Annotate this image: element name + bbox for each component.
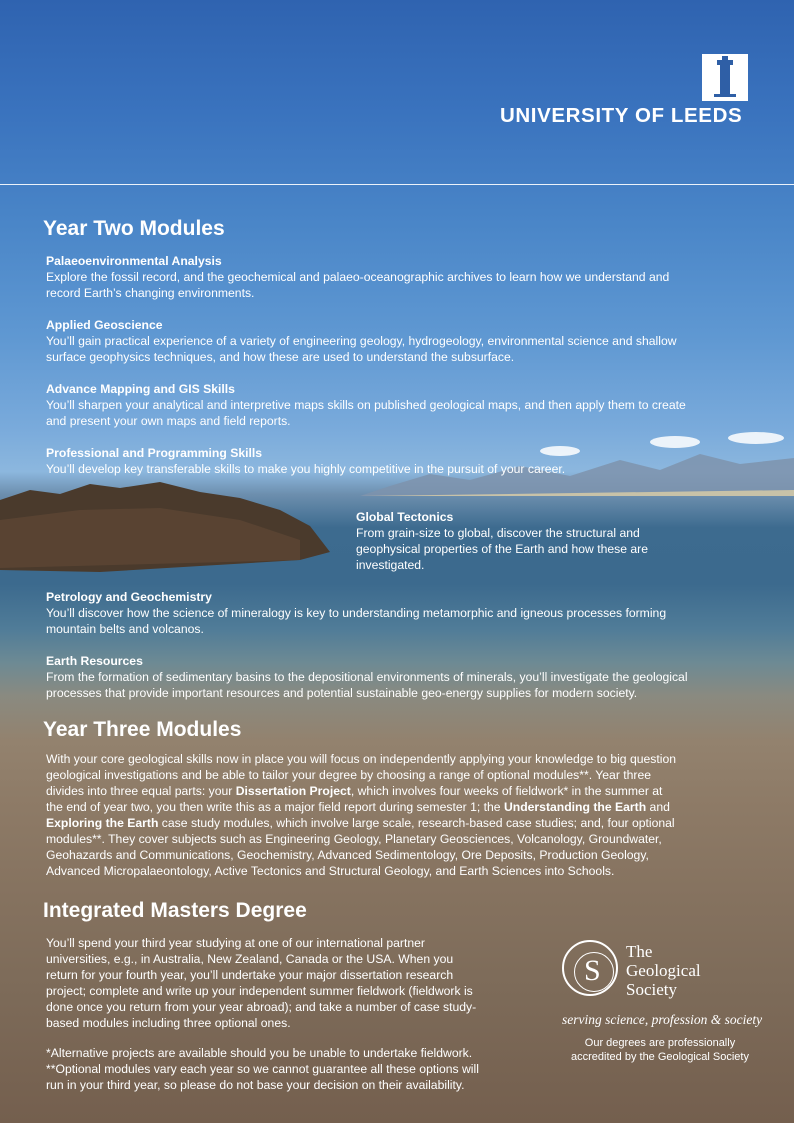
module-earth-resources	[46, 653, 756, 701]
module-desc-line: surface geophysics techniques, and how these are used to understand the subsurface.	[46, 350, 515, 364]
module-title: Earth Resources	[46, 654, 143, 668]
text-run: , which involves four weeks of fieldwork* in the summer at	[350, 784, 663, 798]
module-advance-mapping-gis	[46, 381, 756, 429]
dissertation-project-emphasis: Dissertation Project	[235, 784, 351, 798]
text-run: divides into three equal parts: your	[46, 784, 236, 798]
year-two-heading: Year Two Modules	[43, 217, 225, 240]
text-run: case study modules, which involve large scale, research-based case studies; and, four optional	[158, 816, 675, 830]
module-title: Professional and Programming Skills	[46, 446, 263, 460]
module-title: Palaeoenvironmental Analysis	[46, 254, 222, 268]
cloud-shape	[728, 432, 784, 444]
masters-heading: Integrated Masters Degree	[43, 899, 307, 922]
geological-society-name	[626, 942, 701, 999]
module-desc-line: record Earth’s changing environments.	[46, 286, 255, 300]
geological-society-tagline: serving science, profession & society	[562, 1012, 763, 1027]
paragraph-line: done once you return from your year abroad); and take a number of case study-	[46, 1000, 477, 1014]
footnote-line: run in your third year, so please do not base your decision on their availability.	[46, 1078, 465, 1092]
module-desc-line: You’ll discover how the science of mineralogy is key to understanding metamorphic and igneous processes forming	[46, 606, 667, 620]
paragraph-line: With your core geological skills now in place you will focus on independently applying your knowledge to big question	[46, 752, 677, 766]
rock-outcrop-graphic	[0, 480, 330, 575]
paragraph-line	[46, 799, 766, 815]
society-name-line: Society	[626, 980, 677, 999]
module-professional-programming	[46, 445, 756, 477]
footnote-line: *Alternative projects are available should you be unable to undertake fieldwork.	[46, 1046, 473, 1060]
module-desc-line: processes that provide important resources and potential sustainable geo-energy supplies for modern society.	[46, 686, 638, 700]
footnote-line: **Optional modules vary each year so we cannot guarantee all these options will	[46, 1062, 479, 1076]
paragraph-line: modules**. They cover subjects such as Engineering Geology, Planetary Geosciences, Volcanology, Groundwater,	[46, 832, 662, 846]
module-petrology-geochemistry	[46, 589, 756, 637]
university-logo-text: UNIVERSITY OF LEEDS	[500, 104, 743, 127]
year-three-heading: Year Three Modules	[43, 718, 242, 741]
module-desc-line: You’ll develop key transferable skills to make you highly competitive in the pursuit of your career.	[46, 462, 566, 476]
footnotes	[46, 1045, 546, 1093]
text-run: and	[646, 800, 670, 814]
module-title: Petrology and Geochemistry	[46, 590, 212, 604]
paragraph-line: Geohazards and Communications, Geochemistry, Advanced Sedimentology, Ore Deposits, Production Geology,	[46, 848, 649, 862]
society-name-line: The	[626, 942, 653, 961]
module-desc-line: investigated.	[356, 558, 425, 572]
module-desc-line: Explore the fossil record, and the geochemical and palaeo-oceanographic archives to learn how we understand and	[46, 270, 670, 284]
module-title: Advance Mapping and GIS Skills	[46, 382, 235, 396]
society-name-line: Geological	[626, 961, 701, 980]
module-desc-line: From the formation of sedimentary basins to the depositional environments of minerals, you’ll investigate the geological	[46, 670, 688, 684]
paragraph-line	[46, 783, 766, 799]
paragraph-line: Advanced Micropalaeontology, Active Tectonics and Structural Geology, and Earth Sciences into Schools.	[46, 864, 615, 878]
exploring-earth-emphasis: Exploring the Earth	[46, 816, 159, 830]
module-desc-line: and present your own maps and field reports.	[46, 414, 291, 428]
module-palaeoenvironmental-analysis	[46, 253, 756, 301]
module-desc-line: You’ll gain practical experience of a variety of engineering geology, hydrogeology, environmental science and shallow	[46, 334, 677, 348]
module-title: Applied Geoscience	[46, 318, 163, 332]
paragraph-line: project; complete and write up your independent summer fieldwork (fieldwork is	[46, 984, 473, 998]
paragraph-line: universities, e.g., in Australia, New Zealand, Canada or the USA. When you	[46, 952, 454, 966]
text-run: the end of year two, you then write this as a major field report during semester 1; the	[46, 800, 504, 814]
accreditation-note: Our degrees are professionally accredited by the Geological Society	[571, 1037, 749, 1063]
geological-society-block	[560, 938, 765, 1078]
paragraph-line	[46, 815, 766, 831]
university-crest-icon	[702, 54, 748, 101]
geological-society-seal-icon: S	[562, 940, 618, 996]
module-title: Global Tectonics	[356, 510, 454, 524]
paragraph-line: return for your fourth year, you’ll undertake your major dissertation research	[46, 968, 454, 982]
module-global-tectonics	[356, 509, 716, 573]
module-applied-geoscience	[46, 317, 756, 365]
module-desc-line: mountain belts and volcanos.	[46, 622, 204, 636]
paragraph-line: geological investigations and be able to tailor your degree by choosing a range of optional modules**. Year three	[46, 768, 652, 782]
masters-paragraph	[46, 935, 546, 1031]
paragraph-line: You’ll spend your third year studying at one of our international partner	[46, 936, 425, 950]
module-desc-line: geophysical properties of the Earth and how these are	[356, 542, 649, 556]
year-three-paragraph	[46, 751, 766, 879]
header-divider	[0, 184, 794, 185]
module-desc-line: You’ll sharpen your analytical and interpretive maps skills on published geological maps, and then apply them to create	[46, 398, 686, 412]
module-desc-line: From grain-size to global, discover the structural and	[356, 526, 640, 540]
understanding-earth-emphasis: Understanding the Earth	[503, 800, 647, 814]
paragraph-line: based modules including three optional ones.	[46, 1016, 291, 1030]
